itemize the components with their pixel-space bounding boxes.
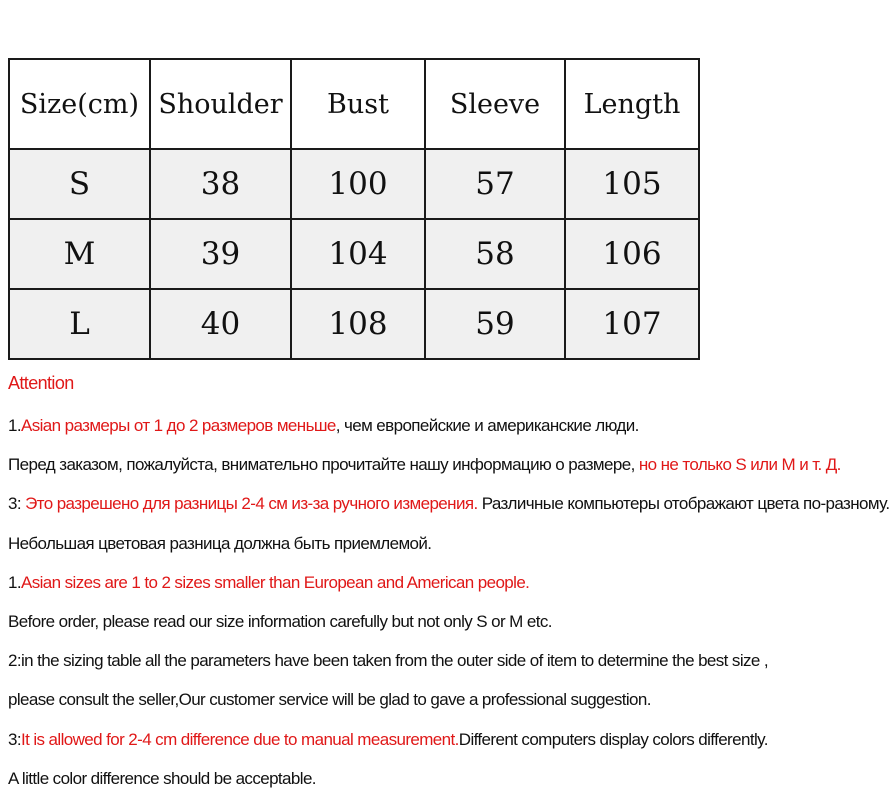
note-line xyxy=(8,406,798,445)
cell-size: S xyxy=(9,149,150,219)
note-text: Небольшая цветовая разница должна быть приемлемой. xyxy=(8,533,432,553)
note-line xyxy=(8,484,889,523)
note-text: Различные компьютеры отображают цвета по-разному. xyxy=(477,494,889,514)
cell-size: L xyxy=(9,289,150,359)
cell-sleeve: 58 xyxy=(425,219,565,289)
cell-length: 105 xyxy=(565,149,699,219)
note-text: , чем европейские и американские люди. xyxy=(335,416,639,435)
cell-length: 107 xyxy=(565,289,699,359)
note-text: 3: xyxy=(8,494,26,514)
header-bust: Bust xyxy=(291,59,425,149)
note-text: Перед заказом, пожалуйста, внимательно прочитайте нашу информацию о размере, xyxy=(8,455,639,475)
table-header-row xyxy=(9,59,699,149)
note-line xyxy=(8,680,798,719)
note-line xyxy=(8,641,798,680)
note-highlight-text: It is allowed for 2-4 cm difference due to manual measurement. xyxy=(20,729,459,749)
size-chart-table xyxy=(8,58,700,360)
header-length: Length xyxy=(565,59,699,149)
note-text: Before order, please read our size information carefully but not only S or M etc. xyxy=(8,611,552,631)
note-text: 1. xyxy=(8,416,21,435)
attention-notes xyxy=(8,367,889,798)
cell-bust: 104 xyxy=(291,219,425,289)
header-sleeve: Sleeve xyxy=(425,59,565,149)
note-text: 2:in the sizing table all the parameters have been taken from the outer side of item to determine the best size , xyxy=(8,651,768,671)
note-text: Different computers display colors differently. xyxy=(458,729,768,749)
note-line xyxy=(8,759,798,798)
header-shoulder: Shoulder xyxy=(150,59,291,149)
note-text: please consult the seller,Our customer service will be glad to gave a professional suggestion. xyxy=(8,690,651,710)
note-highlight-text: Asian sizes are 1 to 2 sizes smaller than European and American people. xyxy=(20,572,530,592)
note-line xyxy=(8,720,798,759)
cell-bust: 100 xyxy=(291,149,425,219)
notes-lines xyxy=(8,406,889,798)
note-line xyxy=(8,563,798,602)
table-row xyxy=(9,289,699,359)
cell-sleeve: 57 xyxy=(425,149,565,219)
cell-bust: 108 xyxy=(291,289,425,359)
note-text: 1. xyxy=(8,572,21,592)
note-highlight-text: Это разрешено для разницы 2-4 см из-за ручного измерения. xyxy=(25,494,478,514)
note-highlight-text: но не только S или M и т. Д. xyxy=(638,455,841,475)
cell-shoulder: 38 xyxy=(150,149,291,219)
cell-shoulder: 40 xyxy=(150,289,291,359)
table-row xyxy=(9,219,699,289)
note-line xyxy=(8,602,798,641)
cell-size: M xyxy=(9,219,150,289)
note-highlight-text: Asian размеры от 1 до 2 размеров меньше xyxy=(20,416,336,435)
table-row xyxy=(9,149,699,219)
header-size: Size(cm) xyxy=(9,59,150,149)
cell-length: 106 xyxy=(565,219,699,289)
note-text: A little color difference should be acceptable. xyxy=(8,768,316,788)
note-text: 3: xyxy=(8,729,21,749)
note-line xyxy=(8,524,798,563)
cell-sleeve: 59 xyxy=(425,289,565,359)
cell-shoulder: 39 xyxy=(150,219,291,289)
attention-title: Attention xyxy=(8,373,74,393)
note-line xyxy=(8,445,841,484)
